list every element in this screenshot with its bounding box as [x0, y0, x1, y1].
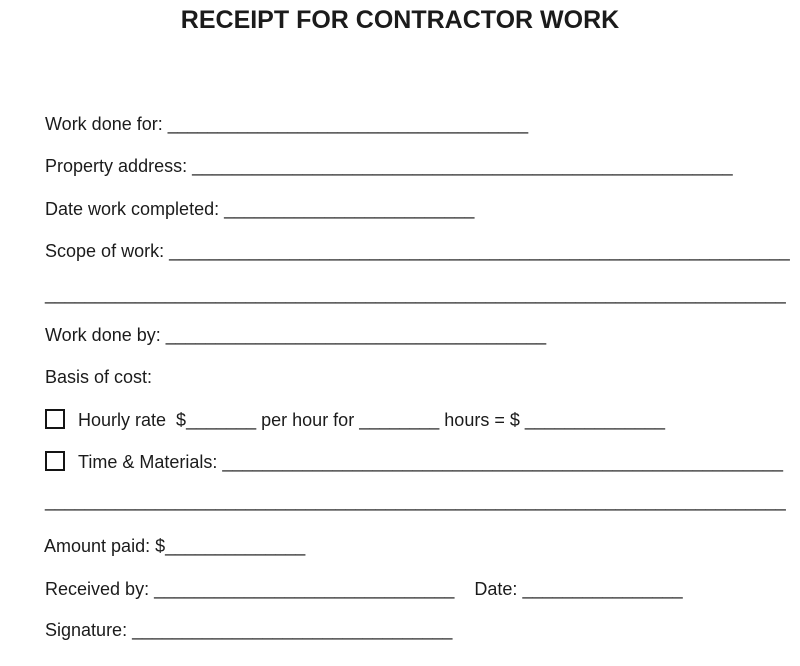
signature-blank: ________________________________ — [132, 620, 453, 640]
scope-of-work-blank: ______________________________________________________________ — [169, 241, 790, 261]
field-work-done-for — [25, 88, 800, 134]
work-done-for-label: Work done for: — [45, 114, 168, 134]
field-time-and-materials — [25, 426, 800, 472]
field-amount-paid — [25, 510, 800, 556]
time-and-materials-continuation-line — [25, 465, 800, 511]
time-and-materials-label: Time & Materials: — [78, 452, 223, 472]
scope-of-work-label: Scope of work: — [45, 241, 170, 261]
amount-paid-label: Amount paid: $ — [44, 536, 166, 556]
hourly-rate-total-blank: ______________ — [524, 410, 666, 430]
date-work-completed-label: Date work completed: — [45, 199, 225, 219]
received-by-blank: ______________________________ — [154, 579, 455, 599]
date-blank: ________________ — [522, 579, 683, 599]
hourly-rate-per-hour-text: per hour for — [256, 410, 360, 430]
hourly-rate-label: Hourly rate $ — [78, 410, 187, 430]
basis-of-cost-label: Basis of cost: — [45, 367, 153, 387]
received-by-label: Received by: — [45, 579, 155, 599]
field-work-done-by — [25, 299, 800, 345]
field-date-work-completed — [25, 173, 800, 219]
field-scope-of-work — [25, 215, 800, 261]
basis-of-cost-heading — [25, 341, 800, 387]
hourly-rate-amount-blank: _______ — [186, 410, 257, 430]
field-received-by-and-date — [25, 553, 800, 599]
date-label: Date: — [454, 579, 523, 599]
field-signature — [25, 594, 800, 640]
scope-of-work-continuation-blank: __________________________________________________________________________ — [45, 284, 786, 304]
time-and-materials-continuation-blank: __________________________________________________________________________ — [45, 491, 786, 511]
work-done-by-blank: ______________________________________ — [165, 325, 547, 345]
document-title: RECEIPT FOR CONTRACTOR WORK — [180, 6, 620, 34]
amount-paid-blank: ______________ — [165, 536, 306, 556]
field-property-address — [25, 130, 800, 176]
time-and-materials-blank: ________________________________________________________ — [222, 452, 783, 472]
work-done-by-label: Work done by: — [45, 325, 166, 345]
property-address-label: Property address: — [45, 156, 193, 176]
property-address-blank: ______________________________________________________ — [192, 156, 733, 176]
work-done-for-blank: ____________________________________ — [167, 114, 529, 134]
hourly-rate-equals-text: hours = $ — [439, 410, 525, 430]
signature-label: Signature: — [45, 620, 133, 640]
hourly-rate-hours-blank: ________ — [359, 410, 440, 430]
date-work-completed-blank: _________________________ — [224, 199, 475, 219]
field-hourly-rate — [25, 384, 800, 430]
scope-of-work-continuation-line — [25, 258, 800, 304]
